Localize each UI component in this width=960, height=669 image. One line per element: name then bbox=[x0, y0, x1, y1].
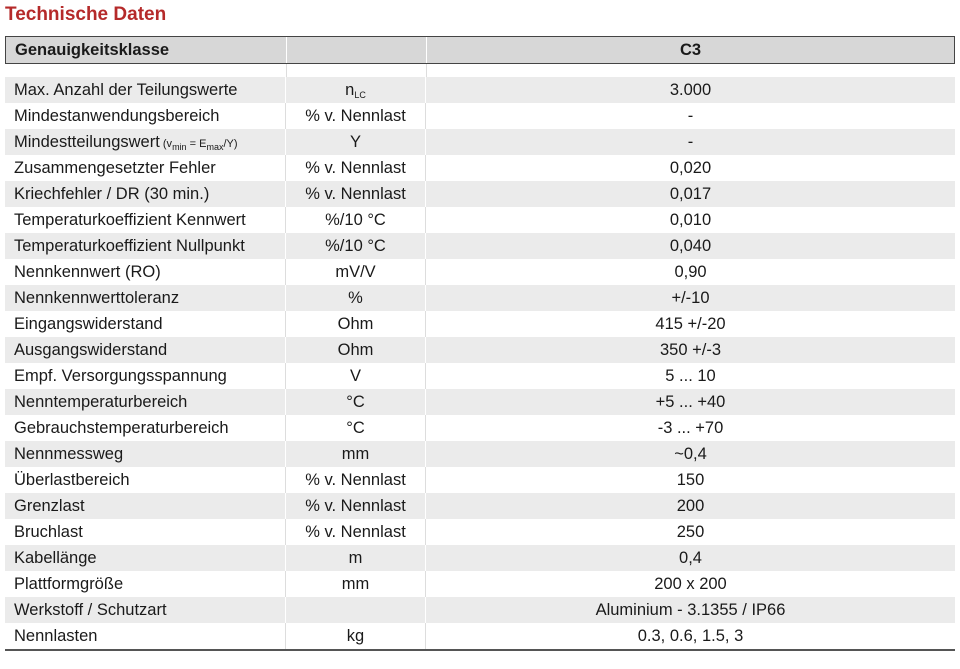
row-unit: % v. Nennlast bbox=[286, 181, 426, 207]
table-row bbox=[5, 207, 955, 233]
row-value: 0,010 bbox=[669, 211, 712, 229]
row-value: 0,4 bbox=[679, 549, 702, 567]
row-value: 0.3, 0.6, 1.5, 3 bbox=[637, 627, 744, 645]
row-unit: kg bbox=[286, 623, 426, 649]
row-value: 200 bbox=[676, 497, 705, 515]
row-value: 0,017 bbox=[669, 185, 712, 203]
table-row bbox=[5, 363, 955, 389]
row-unit: mm bbox=[286, 441, 426, 467]
row-value: 0,90 bbox=[674, 263, 707, 281]
row-value: 0,040 bbox=[669, 237, 712, 255]
row-unit: °C bbox=[286, 389, 426, 415]
row-label: Gebrauchstemperaturbereich bbox=[5, 415, 286, 441]
row-value: 200 x 200 bbox=[654, 575, 727, 593]
table-row bbox=[5, 259, 955, 285]
row-label: Mindestteilungswert $(v_{min} = E_{max}/Y)$ bbox=[5, 129, 286, 155]
table-row bbox=[5, 389, 955, 415]
row-value: ~0,4 bbox=[674, 445, 707, 463]
row-label: Nennkennwert (RO) bbox=[5, 259, 286, 285]
table-row bbox=[5, 337, 955, 363]
row-label: Eingangswiderstand bbox=[5, 311, 286, 337]
table-row bbox=[5, 519, 955, 545]
row-value: 250 bbox=[676, 523, 705, 541]
table-row bbox=[5, 77, 955, 103]
table-row bbox=[5, 285, 955, 311]
table-row bbox=[5, 623, 955, 649]
row-unit: mV/V bbox=[286, 259, 426, 285]
row-value: - bbox=[687, 107, 694, 125]
row-unit: % v. Nennlast bbox=[286, 467, 426, 493]
row-value: 0,020 bbox=[669, 159, 712, 177]
spec-table bbox=[5, 36, 955, 651]
row-label: Ausgangswiderstand bbox=[5, 337, 286, 363]
row-label: Nennkennwerttoleranz bbox=[5, 285, 286, 311]
header-label: Genauigkeitsklasse bbox=[6, 37, 287, 63]
row-label: Temperaturkoeffizient Nullpunkt bbox=[5, 233, 286, 259]
table-row bbox=[5, 129, 955, 155]
row-label: Überlastbereich bbox=[5, 467, 286, 493]
table-row bbox=[5, 545, 955, 571]
row-label: Empf. Versorgungsspannung bbox=[5, 363, 286, 389]
row-unit: %/10 °C bbox=[286, 233, 426, 259]
row-label: Kabellänge bbox=[5, 545, 286, 571]
table-row bbox=[5, 233, 955, 259]
row-label: Nenntemperaturbereich bbox=[5, 389, 286, 415]
row-value: +/-10 bbox=[671, 289, 710, 307]
row-label: Max. Anzahl der Teilungswerte bbox=[5, 77, 286, 103]
row-value: 415 +/-20 bbox=[655, 315, 726, 333]
row-label: Nennlasten bbox=[5, 623, 286, 649]
table-row bbox=[5, 441, 955, 467]
page-title: Technische Daten bbox=[5, 4, 167, 25]
table-header bbox=[5, 36, 955, 64]
row-label: Temperaturkoeffizient Kennwert bbox=[5, 207, 286, 233]
row-unit: %/10 °C bbox=[286, 207, 426, 233]
row-label: Nennmessweg bbox=[5, 441, 286, 467]
row-value: -3 ... +70 bbox=[657, 419, 724, 437]
header-accuracy-class: C3 bbox=[679, 41, 702, 59]
table-row bbox=[5, 597, 955, 623]
row-label: Mindestanwendungsbereich bbox=[5, 103, 286, 129]
table-row bbox=[5, 415, 955, 441]
row-value: 350 +/-3 bbox=[659, 341, 721, 359]
header-unit bbox=[287, 37, 427, 63]
row-label: Bruchlast bbox=[5, 519, 286, 545]
row-value: 3.000 bbox=[669, 81, 712, 99]
row-label: Grenzlast bbox=[5, 493, 286, 519]
row-value: 5 ... 10 bbox=[665, 367, 716, 385]
table-row bbox=[5, 311, 955, 337]
row-unit: Ohm bbox=[286, 311, 426, 337]
row-unit: $n_{LC}$ bbox=[286, 77, 426, 103]
row-label: Werkstoff / Schutzart bbox=[5, 597, 286, 623]
row-unit: % bbox=[286, 285, 426, 311]
table-row bbox=[5, 493, 955, 519]
row-unit: mm bbox=[286, 571, 426, 597]
row-label: Kriechfehler / DR (30 min.) bbox=[5, 181, 286, 207]
row-label: Plattformgröße bbox=[5, 571, 286, 597]
row-unit: % v. Nennlast bbox=[286, 155, 426, 181]
row-value: - bbox=[687, 133, 694, 151]
row-unit: % v. Nennlast bbox=[286, 493, 426, 519]
row-unit: °C bbox=[286, 415, 426, 441]
row-value: Aluminium - 3.1355 / IP66 bbox=[595, 601, 786, 619]
row-unit: % v. Nennlast bbox=[286, 103, 426, 129]
row-unit: Y bbox=[286, 129, 426, 155]
table-row bbox=[5, 571, 955, 597]
row-value: +5 ... +40 bbox=[655, 393, 726, 411]
table-row bbox=[5, 103, 955, 129]
row-unit: m bbox=[286, 545, 426, 571]
table-spacer bbox=[5, 64, 955, 77]
row-unit: % v. Nennlast bbox=[286, 519, 426, 545]
row-unit bbox=[286, 597, 426, 623]
table-row bbox=[5, 181, 955, 207]
row-unit: V bbox=[286, 363, 426, 389]
table-row bbox=[5, 155, 955, 181]
table-row bbox=[5, 467, 955, 493]
row-value: 150 bbox=[676, 471, 705, 489]
row-label: Zusammengesetzter Fehler bbox=[5, 155, 286, 181]
row-unit: Ohm bbox=[286, 337, 426, 363]
